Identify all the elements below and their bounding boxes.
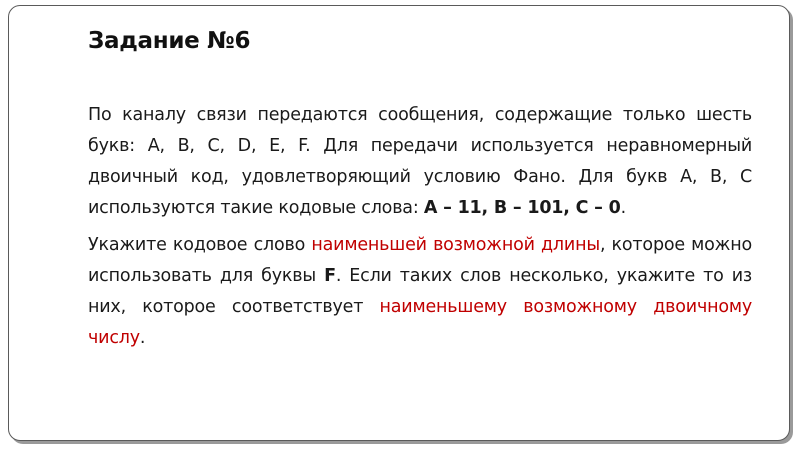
highlight-shortest-length: наименьшей возможной длины xyxy=(311,235,600,255)
letter-f: F xyxy=(324,266,336,286)
task-paragraph-question xyxy=(88,230,752,354)
task-paragraph-conditions xyxy=(88,100,752,224)
conditions-end: . xyxy=(620,198,626,218)
question-part-3: . Если таких слов несколько, укажите то из них, которое соответствует xyxy=(88,266,752,317)
question-part-2: , которое можно использовать для буквы xyxy=(88,235,752,286)
task-body xyxy=(88,100,752,354)
highlight-smallest-binary: наименьшему возможному двоичному числу xyxy=(88,297,752,348)
slide-title: Задание №6 xyxy=(88,28,251,54)
conditions-text: По каналу связи передаются сообщения, содержащие только шесть букв: A, B, C, D, E, F. Для передачи используется неравномерный двоичный код, удовлетворяющий условию Фано. Для букв A, B, C используются такие кодовые слова: xyxy=(88,105,752,218)
question-part-1: Укажите кодовое слово xyxy=(88,235,312,255)
question-part-4: . xyxy=(139,328,146,348)
code-words: A – 11, B – 101, C – 0 xyxy=(423,198,621,218)
